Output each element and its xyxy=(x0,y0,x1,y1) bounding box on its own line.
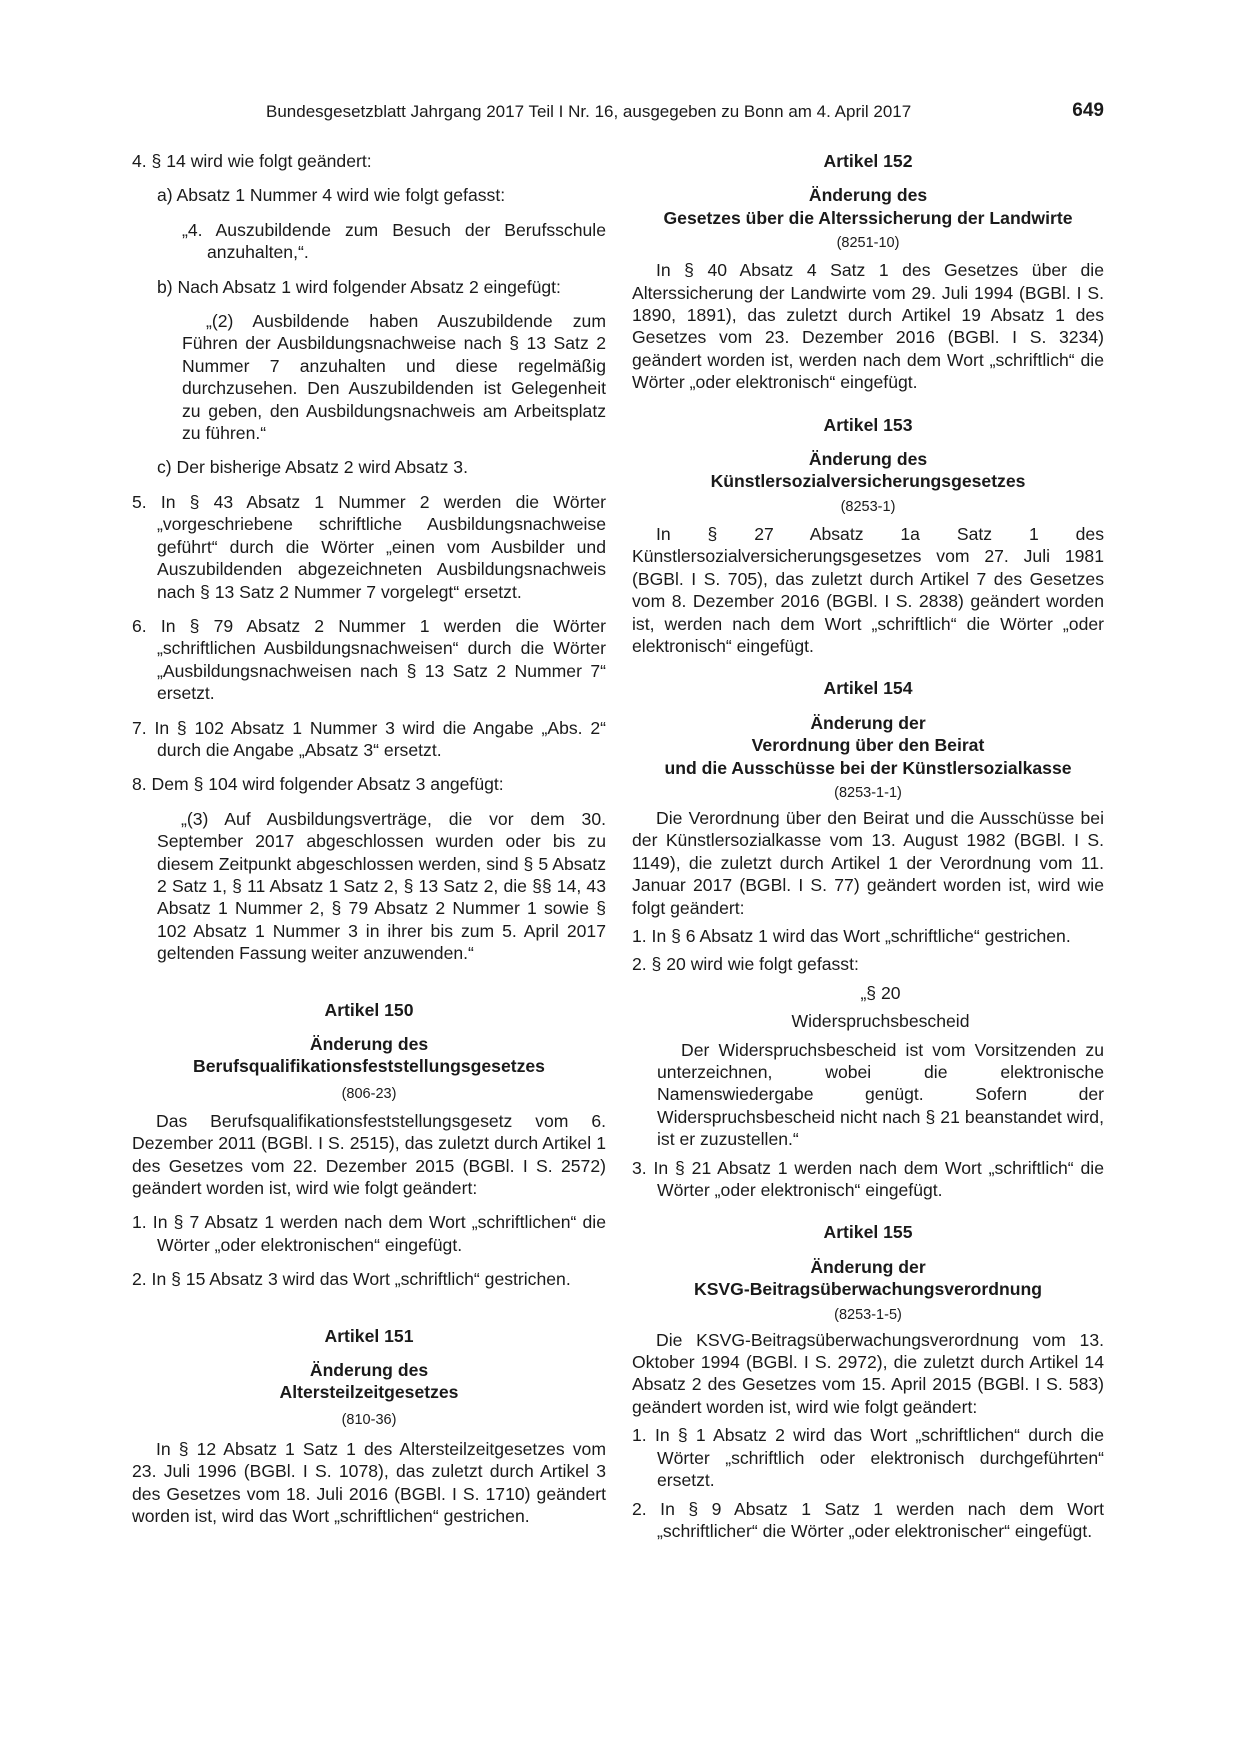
item-4b: b) Nach Absatz 1 wird folgender Absatz 2 eingefügt: xyxy=(157,276,561,297)
article-151-heading: Artikel 151 xyxy=(324,1325,414,1346)
article-152-paragraph: In § 40 Absatz 4 Satz 1 des Gesetzes über die Alterssicherung der Landwirte vom 29. Juli 1994 (BGBl. I S. 1890, 1891), das zuletzt durch Artikel 19 Absatz 1 des Gesetzes vom 23. Dezember 2016 (BGBl. I S. 3234) geändert worden ist, werden nach dem Wort „schriftlich“ die Wörter „oder elektronisch“ eingefügt. xyxy=(632,260,1104,393)
article-154-title-line2: Verordnung über den Beirat xyxy=(751,735,985,756)
article-155-title-line2: KSVG-Beitragsüberwachungsverordnung xyxy=(693,1279,1043,1300)
item-4c: c) Der bisherige Absatz 2 wird Absatz 3. xyxy=(157,457,468,478)
article-155-item-1: 1. In § 1 Absatz 2 wird das Wort „schriftlichen“ durch die Wörter „schriftlich oder elektronisch durchgeführten“ ersetzt. xyxy=(632,1425,1104,1491)
item-4a: a) Absatz 1 Nummer 4 wird wie folgt gefasst: xyxy=(157,185,506,206)
article-153-title-line2: Künstlersozialversicherungsgesetzes xyxy=(710,471,1026,492)
article-155-item-2: 2. In § 9 Absatz 1 Satz 1 werden nach dem Wort „schriftlicher“ die Wörter „oder elektronischer“ eingefügt. xyxy=(632,1498,1104,1541)
article-153-paragraph: In § 27 Absatz 1a Satz 1 des Künstlersozialversicherungsgesetzes vom 27. Juli 1981 (BGBl. I S. 705), das zuletzt durch Artikel 7 des Gesetzes vom 8. Dezember 2016 (BGBl. I S. 2838) geändert worden ist, werden nach dem Wort „schriftlich“ die Wörter „oder elektronisch“ eingefügt. xyxy=(632,523,1104,656)
article-154-quote-text: Der Widerspruchsbescheid ist vom Vorsitzenden zu unterzeichnen, wobei die elektronische Namenswiedergabe genügt. Sofern der Widerspruchsbescheid nicht nach § 21 beanstandet wird, ist er zuzustellen.“ xyxy=(657,1039,1104,1150)
article-155-paragraph: Die KSVG-Beitragsüberwachungsverordnung vom 13. Oktober 1994 (BGBl. I S. 2972), die zuletzt durch Artikel 14 Absatz 2 des Gesetzes vom 15. April 2015 (BGBl. I S. 583) geändert worden ist, wird wie folgt geändert: xyxy=(632,1329,1104,1417)
article-154-heading: Artikel 154 xyxy=(823,678,913,699)
article-152-heading: Artikel 152 xyxy=(823,151,913,171)
article-154-title-line1: Änderung der xyxy=(810,712,926,733)
item-7: 7. In § 102 Absatz 1 Nummer 3 wird die Angabe „Abs. 2“ durch die Angabe „Absatz 3“ ersetzt. xyxy=(132,717,606,760)
header-title: Bundesgesetzblatt Jahrgang 2017 Teil I Nr. 16, ausgegeben zu Bonn am 4. April 2017 xyxy=(266,102,912,121)
article-153-title-line1: Änderung des xyxy=(808,449,928,470)
article-155-title-line1: Änderung der xyxy=(810,1256,926,1277)
article-154-item-2: 2. § 20 wird wie folgt gefasst: xyxy=(632,954,859,975)
right-column xyxy=(632,150,1104,1542)
article-152-fna: (8251-10) xyxy=(836,235,900,252)
article-154-fna: (8253-1-1) xyxy=(834,784,902,801)
article-150-paragraph: Das Berufsqualifikationsfeststellungsgesetz vom 6. Dezember 2011 (BGBl. I S. 2515), das zuletzt durch Artikel 1 des Gesetzes vom 22. Dezember 2015 (BGBl. I S. 2572) geändert worden ist, wird wie folgt geändert: xyxy=(132,1110,606,1199)
article-151-fna: (810-36) xyxy=(341,1411,397,1428)
article-154-item-3: 3. In § 21 Absatz 1 werden nach dem Wort „schriftlich“ die Wörter „oder elektronisch“ eingefügt. xyxy=(632,1157,1104,1201)
article-155-fna: (8253-1-5) xyxy=(834,1306,902,1323)
article-153-fna: (8253-1) xyxy=(840,498,896,515)
item-4b-quote: „(2) Ausbildende haben Auszubildende zum Führen der Ausbildungsnachweise nach § 13 Satz 2 Nummer 7 anzuhalten und diese regelmäßig durchzusehen. Den Auszubildenden ist Gelegenheit zu geben, den Ausbildungsnachweis am Arbeitsplatz zu führen.“ xyxy=(182,311,606,444)
page-header xyxy=(266,100,1104,130)
article-150-title-line2: Berufsqualifikationsfeststellungsgesetzes xyxy=(193,1056,545,1077)
article-154-quote-title: Widerspruchsbescheid xyxy=(791,1011,970,1032)
left-column xyxy=(132,150,606,1528)
article-151-title-line2: Altersteilzeitgesetzes xyxy=(279,1382,459,1403)
article-154-quote-section: „§ 20 xyxy=(860,982,901,1003)
article-154-item-1: 1. In § 6 Absatz 1 wird das Wort „schriftliche“ gestrichen. xyxy=(632,925,1071,946)
item-8-quote: „(3) Auf Ausbildungsverträge, die vor dem 30. September 2017 abgeschlossen wurden oder bis zu diesem Zeitpunkt abgeschlossen werden, sind § 5 Absatz 2 Satz 1, § 11 Absatz 1 Satz 2, § 13 Satz 2, die §§ 14, 43 Absatz 1 Nummer 2, § 79 Absatz 2 Nummer 1 sowie § 102 Absatz 1 Nummer 3 in ihrer bis zum 5. April 2017 geltenden Fassung weiter anzuwenden.“ xyxy=(157,808,606,964)
page-number: 649 xyxy=(1072,100,1104,121)
article-154-paragraph: Die Verordnung über den Beirat und die Ausschüsse bei der Künstlersozialkasse vom 13. August 1982 (BGBl. I S. 1149), die zuletzt durch Artikel 1 der Verordnung vom 11. Januar 2017 (BGBl. I S. 77) geändert worden ist, wird wie folgt geändert: xyxy=(632,807,1104,918)
article-152-title-line2: Gesetzes über die Alterssicherung der Landwirte xyxy=(663,207,1073,228)
item-5: 5. In § 43 Absatz 1 Nummer 2 werden die Wörter „vorgeschriebene schriftliche Ausbildungsnachweise geführt“ durch die Wörter „einen vom Ausbilder und Auszubildenden abgezeichneten Ausbildungsnachweis nach § 13 Satz 2 Nummer 7 vorgelegt“ ersetzt. xyxy=(132,491,606,602)
article-151-paragraph: In § 12 Absatz 1 Satz 1 des Altersteilzeitgesetzes vom 23. Juli 1996 (BGBl. I S. 1078), das zuletzt durch Artikel 3 des Gesetzes vom 18. Juli 2016 (BGBl. I S. 1710) geändert worden ist, wird das Wort „schriftlichen“ gestrichen. xyxy=(132,1438,606,1527)
article-154-title-line3: und die Ausschüsse bei der Künstlersozialkasse xyxy=(664,757,1072,778)
article-155-heading: Artikel 155 xyxy=(823,1222,913,1243)
article-150-title-line1: Änderung des xyxy=(309,1034,429,1054)
item-4: 4. § 14 wird wie folgt geändert: xyxy=(132,151,372,171)
article-151-title-line1: Änderung des xyxy=(309,1360,429,1381)
article-150-heading: Artikel 150 xyxy=(324,999,414,1020)
article-150-item-2: 2. In § 15 Absatz 3 wird das Wort „schriftlich“ gestrichen. xyxy=(132,1269,571,1290)
item-4a-quote: „4. Auszubildende zum Besuch der Berufsschule anzuhalten,“. xyxy=(182,219,606,263)
item-8: 8. Dem § 104 wird folgender Absatz 3 angefügt: xyxy=(132,774,504,795)
article-150-fna: (806-23) xyxy=(341,1085,397,1102)
article-152-title-line1: Änderung des xyxy=(808,185,928,206)
item-6: 6. In § 79 Absatz 2 Nummer 1 werden die Wörter „schriftlichen Ausbildungsnachweisen“ durch die Wörter „Ausbildungsnachweisen nach § 13 Satz 2 Nummer 7“ ersetzt. xyxy=(132,615,606,704)
article-153-heading: Artikel 153 xyxy=(823,414,913,435)
article-150-item-1: 1. In § 7 Absatz 1 werden nach dem Wort „schriftlichen“ die Wörter „oder elektronischen“ eingefügt. xyxy=(132,1212,606,1255)
